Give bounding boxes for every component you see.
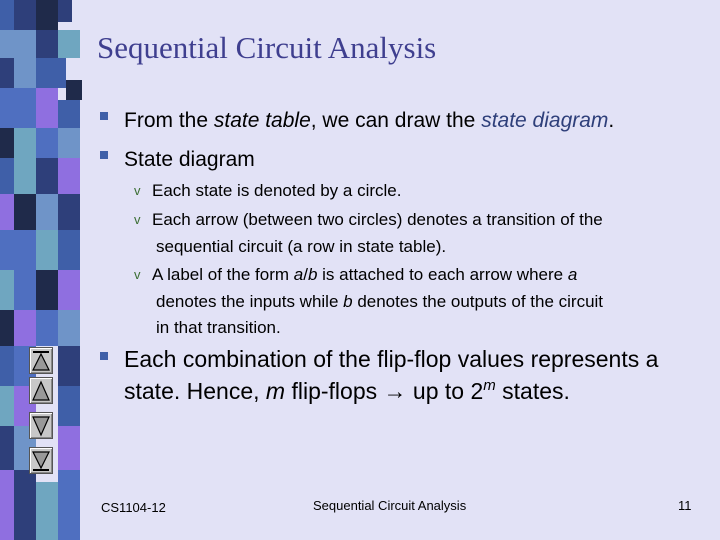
check-bullet-icon: v [134,212,141,227]
check-bullet-icon: v [134,183,141,198]
square-bullet-icon [100,112,108,120]
nav-prev-icon [31,380,51,402]
footer-title: Sequential Circuit Analysis [313,498,467,513]
square-bullet-icon [100,352,108,360]
slide-title: Sequential Circuit Analysis [97,30,437,65]
nav-last-button[interactable] [29,447,53,474]
square-bullet-icon [100,151,108,159]
bullet-state-table: From the state table, we can draw the state diagram. [100,109,614,133]
nav-first-button[interactable] [29,347,53,374]
footer-course-code: CS1104-12 [101,500,166,515]
sub-bullet-arrow: v Each arrow (between two circles) denotes a transition of the sequential circuit (a row in state table). [134,207,603,260]
nav-last-icon [31,450,51,472]
nav-next-icon [31,415,51,437]
bullet-flip-flop-states: Each combination of the flip-flop values represents a state. Hence, m flip-flops → up to 2$^m$ states. [100,343,658,411]
nav-prev-button[interactable] [29,377,53,404]
nav-next-button[interactable] [29,412,53,439]
sub-bullet-label: v A label of the form a/b is attached to each arrow where a denotes the inputs while b denotes the outputs of the circuit in that transition. [134,262,603,341]
nav-first-icon [31,350,51,372]
page-number: 11 [678,498,692,513]
right-arrow-icon: → [383,378,407,404]
sub-bullet-circle: v Each state is denoted by a circle. [134,178,401,205]
bullet-state-diagram: State diagram [100,148,255,172]
check-bullet-icon: v [134,267,141,282]
